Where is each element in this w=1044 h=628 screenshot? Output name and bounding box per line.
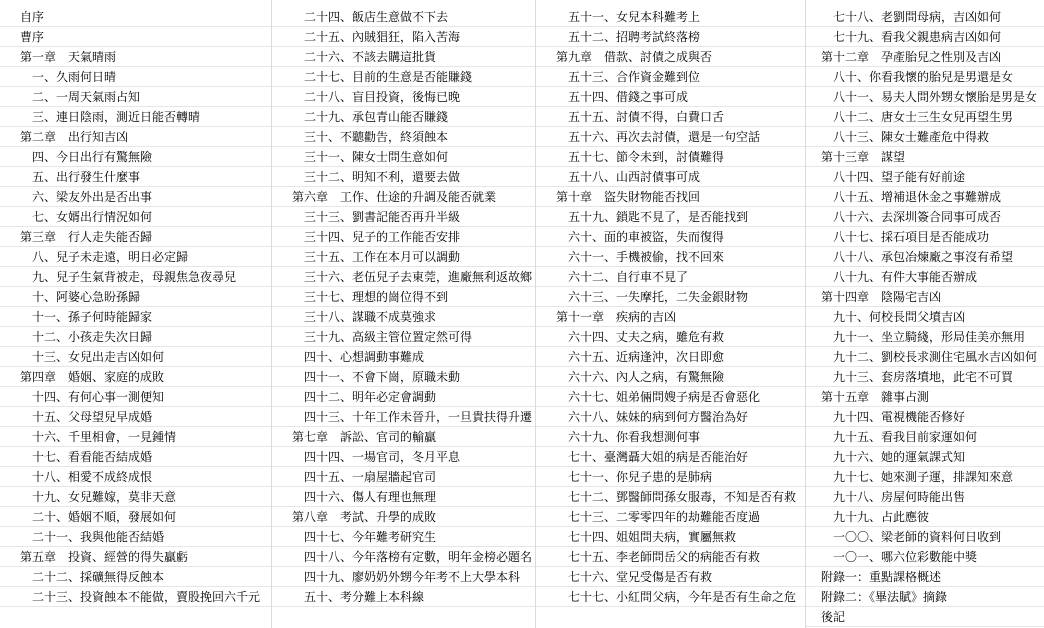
- toc-entry: 六十二、自行車不見了: [536, 267, 805, 287]
- toc-entry: 三、連日陰雨，測近日能否轉晴: [0, 107, 271, 127]
- toc-entry: 九十六、她的運氣課式知: [806, 447, 1044, 467]
- toc-entry: 四十五、一扇屋牆起官司: [272, 467, 535, 487]
- toc-entry: 四十八、今年落榜有定數，明年金榜必題名: [272, 547, 535, 567]
- toc-entry: 七十七、小紅問父病，今年是否有生命之危: [536, 587, 805, 607]
- toc-entry: 三十、不聽勸告，終須蝕本: [272, 127, 535, 147]
- toc-heading: 第三章 行人走失能否歸: [0, 227, 271, 247]
- toc-entry: 九十七、她來測子運，排課知來意: [806, 467, 1044, 487]
- toc-entry: 十、阿婆心急盼孫歸: [0, 287, 271, 307]
- toc-entry: 九、兒子生氣背被走，母親焦急夜尋兒: [0, 267, 271, 287]
- toc-entry: 九十、何校長問父墳吉凶: [806, 307, 1044, 327]
- toc-column-3: [536, 0, 806, 628]
- toc-entry: 四十三、十年工作未晉升，一旦貴扶得升遷: [272, 407, 535, 427]
- toc-entry: 八十五、增補退休金之事難辦成: [806, 187, 1044, 207]
- toc-entry: 四十二、明年必定會調動: [272, 387, 535, 407]
- toc-entry: 六十、面的車被盜，失而復得: [536, 227, 805, 247]
- toc-entry: 二、一周天氣雨占知: [0, 87, 271, 107]
- toc-entry: 六十一、手機被偷，找不回來: [536, 247, 805, 267]
- toc-entry: 六十五、近病逢沖，次日即愈: [536, 347, 805, 367]
- toc-entry: 六十九、你看我想測何事: [536, 427, 805, 447]
- toc-entry: 四十六、傷人有理也無理: [272, 487, 535, 507]
- toc-entry: 十一、孫子何時能歸家: [0, 307, 271, 327]
- toc-entry: 三十五、工作在本月可以調動: [272, 247, 535, 267]
- toc-heading: 第十二章 孕產胎兒之性別及吉凶: [806, 47, 1044, 67]
- toc-entry: 六、梁友外出是否出事: [0, 187, 271, 207]
- toc-entry: 八十一、易夫人問外甥女懷胎是男是女: [806, 87, 1044, 107]
- toc-entry: 六十七、姐弟倆問嫂子病是否會惡化: [536, 387, 805, 407]
- toc-column-4: [806, 0, 1044, 628]
- toc-entry: 三十七、理想的崗位得不到: [272, 287, 535, 307]
- toc-entry: 八十四、望子能有好前途: [806, 167, 1044, 187]
- toc-entry: 二十、婚姻不順，發展如何: [0, 507, 271, 527]
- toc-entry: 十四、有何心事一測便知: [0, 387, 271, 407]
- toc-entry: 三十三、劉書記能否再升半級: [272, 207, 535, 227]
- toc-entry: 八十、你看我懷的胎兒是男還是女: [806, 67, 1044, 87]
- toc-entry: 五十九、鎖匙不見了，是否能找到: [536, 207, 805, 227]
- toc-entry: 十八、相愛不成終成恨: [0, 467, 271, 487]
- toc-entry: 八十九、有件大事能否辦成: [806, 267, 1044, 287]
- toc-entry: 五十六、再次去討債，還是一句空話: [536, 127, 805, 147]
- toc-entry: 七十五、李老師問岳父的病能否有救: [536, 547, 805, 567]
- toc-entry: 四、今日出行有驚無險: [0, 147, 271, 167]
- toc-entry: 十五、父母望兒早成婚: [0, 407, 271, 427]
- toc-entry: 五十二、招聘考試終落榜: [536, 27, 805, 47]
- toc-entry: 一〇〇、梁老師的資料何日收到: [806, 527, 1044, 547]
- toc-entry: 五十、考分難上本科線: [272, 587, 535, 607]
- toc-heading: 附錄一：重點課格概述: [806, 567, 1044, 587]
- toc-entry: 四十七、今年難考研究生: [272, 527, 535, 547]
- toc-entry: 六十六、內人之病，有驚無險: [536, 367, 805, 387]
- toc-entry: 八十七、採石項目是否能成功: [806, 227, 1044, 247]
- toc-entry: 二十三、投資蝕本不能做，賣股挽回六千元: [0, 587, 271, 607]
- toc-entry: 二十二、採礦無得反蝕本: [0, 567, 271, 587]
- toc-entry: 一、久雨何日晴: [0, 67, 271, 87]
- toc-entry: 九十二、劉校長求測住宅風水吉凶如何: [806, 347, 1044, 367]
- toc-entry: 三十四、兒子的工作能否安排: [272, 227, 535, 247]
- toc-entry: 九十八、房屋何時能出售: [806, 487, 1044, 507]
- toc-entry: 七十三、二零零四年的劫難能否度過: [536, 507, 805, 527]
- toc-column-1: [0, 0, 272, 628]
- toc-entry: 二十八、盲目投資，後悔已晚: [272, 87, 535, 107]
- toc-entry: 六十四、丈夫之病，雖危有救: [536, 327, 805, 347]
- toc-heading: 第十章 盜失財物能否找回: [536, 187, 805, 207]
- toc-heading: 第十五章 雜事占測: [806, 387, 1044, 407]
- toc-entry: 七十八、老劉問母病，吉凶如何: [806, 7, 1044, 27]
- toc-entry: 五十八、山西討債事可成: [536, 167, 805, 187]
- toc-heading: 第六章 工作、仕途的升調及能否就業: [272, 187, 535, 207]
- toc-entry: 三十八、謀職不成莫強求: [272, 307, 535, 327]
- toc-heading: 附錄二：《畢法賦》摘錄: [806, 587, 1044, 607]
- toc-heading: 第五章 投資、經營的得失贏虧: [0, 547, 271, 567]
- toc-entry: 二十六、不該去購這批貨: [272, 47, 535, 67]
- toc-heading: 第二章 出行知吉凶: [0, 127, 271, 147]
- toc-heading: 第九章 借款、討債之成與否: [536, 47, 805, 67]
- toc-column-2: [272, 0, 536, 628]
- toc-heading: 第七章 訴訟、官司的輸贏: [272, 427, 535, 447]
- toc-entry: 十六、千里相會，一見鍾情: [0, 427, 271, 447]
- toc-entry: 二十四、飯店生意做不下去: [272, 7, 535, 27]
- toc-entry: 八十八、承包冶煉廠之事沒有希望: [806, 247, 1044, 267]
- toc-entry: 七十四、姐姐問夫病，實屬無救: [536, 527, 805, 547]
- toc-heading: 第一章 天氣晴雨: [0, 47, 271, 67]
- toc-entry: 九十五、看我目前家運如何: [806, 427, 1044, 447]
- toc-entry: 四十一、不會下崗，原職未動: [272, 367, 535, 387]
- toc-entry: 六十八、妹妹的病到何方醫治為好: [536, 407, 805, 427]
- toc-entry: 五十七、節令未到，討債難得: [536, 147, 805, 167]
- toc-entry: 五十三、合作資金難到位: [536, 67, 805, 87]
- toc-entry: 九十九、占此應彼: [806, 507, 1044, 527]
- toc-heading: 第十四章 陰陽宅吉凶: [806, 287, 1044, 307]
- toc-entry: 九十三、套房落墳地，此宅不可買: [806, 367, 1044, 387]
- toc-entry: 一〇一、哪六位彩數能中獎: [806, 547, 1044, 567]
- toc-entry: 二十九、承包青山能否賺錢: [272, 107, 535, 127]
- toc-entry: 五十一、女兒本科難考上: [536, 7, 805, 27]
- toc-entry: 三十一、陳女士問生意如何: [272, 147, 535, 167]
- toc-entry: 十二、小孩走失次日歸: [0, 327, 271, 347]
- toc-entry: 三十六、老伍兒子去東莞，進廠無利返故鄉: [272, 267, 535, 287]
- toc-entry: 八十二、唐女士三生女兒再望生男: [806, 107, 1044, 127]
- toc-entry: 三十九、高級主管位置定然可得: [272, 327, 535, 347]
- toc-entry: 七十一、你兒子患的是肺病: [536, 467, 805, 487]
- toc-entry: 四十九、廖奶奶外甥今年考不上大學本科: [272, 567, 535, 587]
- toc-entry: 六十三、一失摩托，二失金銀財物: [536, 287, 805, 307]
- toc-entry: 十七、看看能否結成婚: [0, 447, 271, 467]
- toc-heading: 第十三章 謀望: [806, 147, 1044, 167]
- toc-entry: 五十四、借錢之事可成: [536, 87, 805, 107]
- toc-entry: 十三、女兒出走吉凶如何: [0, 347, 271, 367]
- toc-heading: 曹序: [0, 27, 271, 47]
- toc-entry: 二十一、我與他能否結婚: [0, 527, 271, 547]
- toc-entry: 四十、心想調動事難成: [272, 347, 535, 367]
- toc-entry: 九十四、電視機能否修好: [806, 407, 1044, 427]
- toc-heading: 第八章 考試、升學的成敗: [272, 507, 535, 527]
- toc-entry: 二十五、內賊猖狂，陷入苦海: [272, 27, 535, 47]
- toc-entry: 七十六、堂兄受傷是否有救: [536, 567, 805, 587]
- toc-entry: 五、出行發生什麼事: [0, 167, 271, 187]
- toc-entry: 七十二、鄧醫師問孫女服毒，不知是否有救: [536, 487, 805, 507]
- toc-entry: 三十二、明知不利，還要去做: [272, 167, 535, 187]
- toc-entry: 八、兒子未走遠，明日必定歸: [0, 247, 271, 267]
- toc-entry: 七、女婿出行情況如何: [0, 207, 271, 227]
- toc-entry: 二十七、目前的生意是否能賺錢: [272, 67, 535, 87]
- toc-entry: 四十四、一場官司，冬月平息: [272, 447, 535, 467]
- toc-entry: 七十、臺灣聶大姐的病是否能治好: [536, 447, 805, 467]
- toc-heading: 第四章 婚姻、家庭的成敗: [0, 367, 271, 387]
- toc-entry: 五十五、討債不得，白費口舌: [536, 107, 805, 127]
- toc-entry: 八十六、去深圳簽合同事可成否: [806, 207, 1044, 227]
- toc-heading: 自序: [0, 7, 271, 27]
- toc-heading: 後記: [806, 607, 1044, 627]
- toc-entry: 七十九、看我父親患病吉凶如何: [806, 27, 1044, 47]
- toc-heading: 第十一章 疾病的吉凶: [536, 307, 805, 327]
- toc-entry: 十九、女兒難嫁，莫非天意: [0, 487, 271, 507]
- toc-entry: 九十一、坐立騎綫，形局佳美亦無用: [806, 327, 1044, 347]
- toc-entry: 八十三、陳女士難產危中得救: [806, 127, 1044, 147]
